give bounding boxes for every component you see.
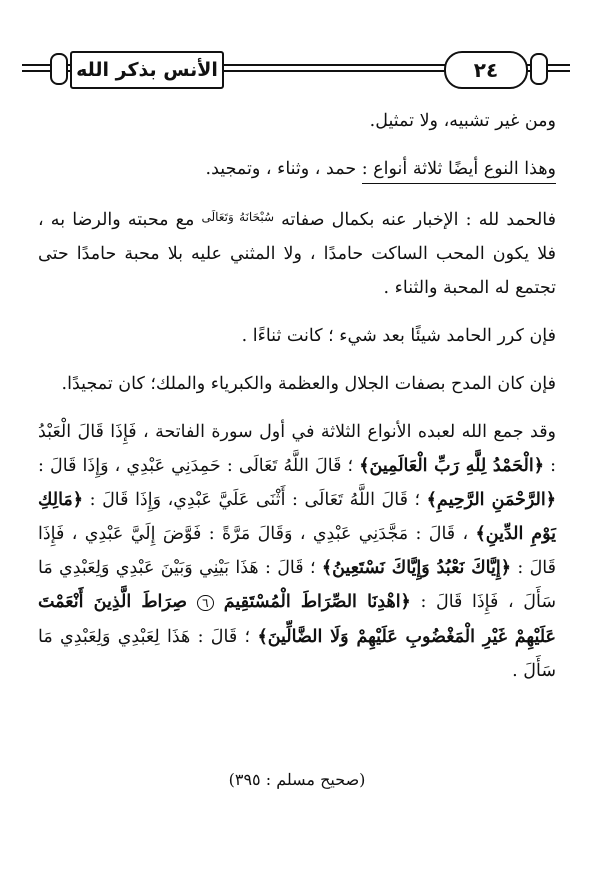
hadith-text-4: ، قَالَ : مَجَّدَنِي عَبْدِي ، وَقَالَ مَرَّةً : فَوَّضَ إِلَيَّ عَبْدِي ، فَإِذَا قَالَ : bbox=[38, 524, 556, 578]
running-header bbox=[22, 44, 570, 96]
paragraph-2-rest: حمد ، وثناء ، وتمجيد. bbox=[205, 159, 362, 179]
paragraph-5: فإن كان المدح بصفات الجلال والعظمة والكبرياء والملك؛ كان تمجيدًا. bbox=[61, 374, 556, 394]
quran-verse-3: ﴿مَالِكِ يَوْمِ الدِّينِ﴾ bbox=[38, 490, 556, 544]
hadith-text-5: ؛ قَالَ : هَذَا بَيْنِي وَبَيْنَ عَبْدِي وَلِعَبْدِي مَا سَأَلَ ، فَإِذَا قَالَ : bbox=[38, 558, 556, 612]
page-body bbox=[38, 98, 556, 702]
quran-verse-1: ﴿الْحَمْدُ لِلَّهِ رَبِّ الْعَالَمِينَ﴾ bbox=[359, 456, 544, 476]
honorific-glyph: سُبْحَانَهُ وَتَعَالَى bbox=[201, 210, 275, 224]
paragraph-3-start: فالحمد لله : الإخبار عنه بكمال صفاته bbox=[274, 210, 556, 230]
page-number-box bbox=[444, 51, 528, 89]
header-left-cap bbox=[50, 53, 68, 85]
paragraph-3-end: مع محبته والرضا به ، فلا يكون المحب الساكت حامدًا ، ولا المثني عليه بلا محبة حامدًا حتى تجتمع له المحبة والثناء . bbox=[38, 210, 556, 298]
paragraph-3 bbox=[38, 200, 556, 305]
header-right-cap bbox=[530, 53, 548, 85]
page-number: ٢٤ bbox=[473, 58, 499, 82]
quran-verse-2: ﴿الرَّحْمَنِ الرَّحِيمِ﴾ bbox=[426, 490, 556, 510]
hadith-text-6: ؛ قَالَ : هَذَا لِعَبْدِي وَلِعَبْدِي مَا سَأَلَ . bbox=[38, 627, 556, 681]
ayah-number-marker: ٦ bbox=[197, 595, 213, 611]
book-title-box bbox=[70, 51, 224, 89]
source-citation: (صحيح مسلم : ٣٩٥) bbox=[228, 770, 366, 789]
hadith-text-2: ؛ قَالَ اللَّهُ تَعَالَى : حَمِدَنِي عَبْدِي ، وَإِذَا قَالَ : bbox=[38, 456, 360, 476]
paragraph-4: فإن كرر الحامد شيئًا بعد شيء ؛ كانت ثناءًا . bbox=[241, 326, 556, 346]
hadith-text-3: ؛ قَالَ اللَّهُ تَعَالَى : أَثْنَى عَلَيَّ عَبْدِي، وَإِذَا قَالَ : bbox=[83, 490, 427, 510]
quran-verse-5: ﴿اهْدِنَا الصِّرَاطَ الْمُسْتَقِيمَ bbox=[213, 592, 411, 612]
book-title: الأنس بذكر الله bbox=[76, 59, 218, 81]
hadith-text-1: فَإِذَا قَالَ الْعَبْدُ : bbox=[38, 422, 556, 476]
hadith-intro: وقد جمع الله لعبده الأنواع الثلاثة في أول سورة الفاتحة ، bbox=[143, 422, 557, 442]
paragraph-1: ومن غير تشبيه، ولا تمثيل. bbox=[369, 111, 556, 131]
quran-verse-4: ﴿إِيَّاكَ نَعْبُدُ وَإِيَّاكَ نَسْتَعِينُ﴾ bbox=[321, 558, 511, 578]
hadith-paragraph bbox=[38, 415, 556, 688]
paragraph-2 bbox=[38, 152, 556, 186]
underlined-phrase: وهذا النوع أيضًا ثلاثة أنواع : bbox=[362, 159, 556, 184]
quran-verse-5b: صِرَاطَ الَّذِينَ أَنْعَمْتَ عَلَيْهِمْ غَيْرِ الْمَغْضُوبِ عَلَيْهِمْ وَلَا الضَّالِّينَ﴾ bbox=[38, 592, 557, 647]
